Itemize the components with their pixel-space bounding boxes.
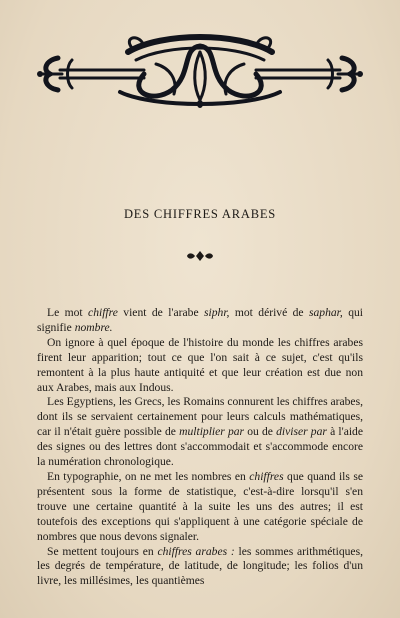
italic-term: saphar,: [308, 306, 343, 319]
paragraph: [37, 545, 363, 590]
art-nouveau-ornament-icon: [32, 34, 368, 112]
italic-term: chiffres arabes :: [157, 544, 235, 558]
paragraph: [37, 336, 363, 396]
italic-term: multiplier par: [179, 425, 245, 439]
fleuron-icon: [186, 250, 214, 262]
text-run: à l'aide des signes ou des lettres dont s'accommodait et s'accommode encore la numération chronologique.: [37, 425, 364, 469]
text-run: On ignore à quel époque de l'histoire du monde les chiffres arabes firent leur apparition; tout ce que l'on sait à ce sujet, c'est qu'ils remontent à la plus haute antiquité et que leur création est due non aux Arabes, mais aux Indous.: [37, 335, 363, 394]
italic-term: nombre.: [74, 320, 113, 334]
chapter-title: DES CHIFFRES ARABES: [123, 207, 277, 221]
paragraph: [37, 395, 363, 470]
text-run: mot dérivé de: [229, 306, 309, 319]
italic-term: chiffres: [249, 469, 284, 483]
paragraph: [37, 306, 363, 336]
body-text: [37, 306, 363, 589]
text-run: que quand ils se présentent sous la forme de statistique, c'est-à-dire lorsqu'il s'en trouve une certaine quantité à la suite les uns des autres; il est toutefois des exceptions qui s'appliquent à une catégorie spéciale de nombres que nous devons signaler.: [37, 469, 364, 543]
text-run: Se mettent toujours en: [47, 544, 158, 558]
text-run: Les Egyptiens, les Grecs, les Romains connurent les chiffres arabes, dont ils se servaient certainement pour leurs calculs mathématiques, car il n'était guère possible de: [37, 395, 363, 439]
text-run: vient de l'arabe: [117, 306, 204, 319]
text-run: Le mot: [47, 306, 89, 319]
text-run: qui signifie: [37, 306, 364, 334]
text-run: ou de: [244, 425, 277, 439]
text-run: En typographie, on ne met les nombres en: [47, 469, 250, 483]
italic-term: diviser par: [276, 425, 327, 439]
paragraph: [37, 470, 363, 545]
text-run: les sommes arithmétiques, les degrés de température, de latitude, de longitude; les folios d'un livre, les millésimes, les quantièmes: [37, 544, 363, 588]
italic-term: chiffre: [88, 306, 118, 319]
italic-term: siphr,: [204, 306, 230, 319]
